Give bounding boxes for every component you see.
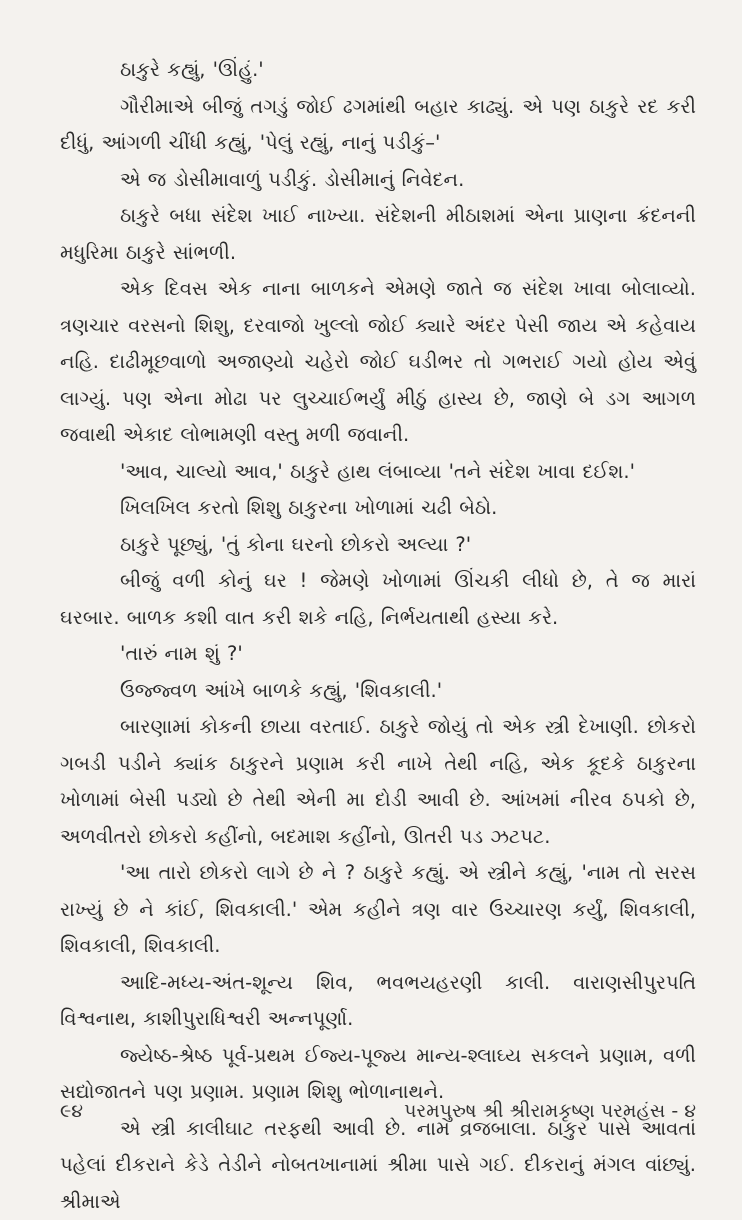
- running-book-title: પરમપુરુષ શ્રી શ્રીરામકૃષ્ણ પરમહંસ - ૪: [404, 1100, 696, 1122]
- paragraph: આદિ-મધ્ય-અંત-શૂન્ય શિવ, ભવભયહરણી કાલી. વારાણસીપુરપતિ વિશ્વનાથ, કાશીપુરાધિશ્વરી અન્નપૂર્ણા.: [60, 965, 696, 1038]
- paragraph: ઠાકુરે પૂછ્યું, 'તું કોના ઘરનો છોકરો અલ્યા ?': [60, 527, 696, 564]
- paragraph: બીજું વળી કોનું ઘર ! જેમણે ખોળામાં ઊંચકી લીધો છે, તે જ મારાં ઘરબાર. બાળક કશી વાત કરી શકે નહિ, નિર્ભયતાથી હસ્યા કરે.: [60, 563, 696, 636]
- page-footer: [60, 1096, 696, 1126]
- paragraph: ઠાકુરે બધા સંદેશ ખાઈ નાખ્યા. સંદેશની મીઠાશમાં એના પ્રાણના ક્રંદનની મધુરિમા ઠાકુરે સાંભળી.: [60, 198, 696, 271]
- page-number: ૯૪: [60, 1100, 83, 1122]
- paragraph: બારણામાં કોકની છાયા વરતાઈ. ઠાકુરે જોયું તો એક સ્ત્રી દેખાણી. છોકરો ગબડી પડીને ક્યાંક ઠાકુરને પ્રણામ કરી નાખે તેથી નહિ, એક કૂદકે ઠાકુરના ખોળામાં બેસી પડ્યો છે તેથી એની મા દોડી આવી છે. આંખમાં નીરવ ઠપકો છે, અળવીતરો છોકરો કહીંનો, બદમાશ કહીંનો, ઊતરી પડ ઝટપટ.: [60, 709, 696, 855]
- paragraph: ખિલખિલ કરતો શિશુ ઠાકુરના ખોળામાં ચઢી બેઠો.: [60, 490, 696, 527]
- paragraph: એક દિવસ એક નાના બાળકને એમણે જાતે જ સંદેશ ખાવા બોલાવ્યો. ત્રણચાર વરસનો શિશુ, દરવાજો ખુલ્લો જોઈ ક્યારે અંદર પેસી જાય એ કહેવાય નહિ. દાઢીમૂછવાળો અજાણ્યો ચહેરો જોઈ ઘડીભર તો ગભરાઈ ગયો હોય એવું લાગ્યું. પણ એના મોઢા પર લુચ્ચાઈભર્યું મીઠું હાસ્ય છે, જાણે બે ડગ આગળ જવાથી એકાદ લોભામણી વસ્તુ મળી જવાની.: [60, 271, 696, 454]
- paragraph: જ્યેષ્ઠ-શ્રેષ્ઠ પૂર્વ-પ્રથમ ઈજ્ય-પૂજ્ય માન્ય-શ્લાઘ્ય સકલને પ્રણામ, વળી સદ્યોજાતને પણ પ્રણામ. પ્રણામ શિશુ ભોળાનાથને.: [60, 1038, 696, 1111]
- paragraph: ઉજ્જ્વળ આંખે બાળકે કહ્યું, 'શિવકાલી.': [60, 673, 696, 710]
- body-text: [60, 52, 696, 1220]
- paragraph: ગૌરીમાએ બીજું તગડું જોઈ ઢગમાંથી બહાર કાઢ્યું. એ પણ ઠાકુરે રદ કરી દીધું, આંગળી ચીંધી કહ્યું, 'પેલું રહ્યું, નાનું પડીકું–': [60, 89, 696, 162]
- paragraph: 'તારું નામ શું ?': [60, 636, 696, 673]
- paragraph: એ જ ડોસીમાવાળું પડીકું. ડોસીમાનું નિવેદન.: [60, 162, 696, 199]
- paragraph: 'આવ, ચાલ્યો આવ,' ઠાકુરે હાથ લંબાવ્યા 'તને સંદેશ ખાવા દઈશ.': [60, 454, 696, 491]
- paragraph: એ સ્ત્રી કાલીઘાટ તરફથી આવી છે. નામ વ્રજબાલા. ઠાકુર પાસે આવતાં પહેલાં દીકરાને કેડે તેડીને નોબતખાનામાં શ્રીમા પાસે ગઈ. દીકરાનું મંગલ વાંછ્યું. શ્રીમાએ: [60, 1111, 696, 1220]
- paragraph: ઠાકુરે કહ્યું, 'ઊંહું.': [60, 52, 696, 89]
- paragraph: 'આ તારો છોકરો લાગે છે ને ? ઠાકુરે કહ્યું. એ સ્ત્રીને કહ્યું, 'નામ તો સરસ રાખ્યું છે ને કાંઈ, શિવકાલી.' એમ કહીને ત્રણ વાર ઉચ્ચારણ કર્યું, શિવકાલી, શિવકાલી, શિવકાલી.: [60, 855, 696, 965]
